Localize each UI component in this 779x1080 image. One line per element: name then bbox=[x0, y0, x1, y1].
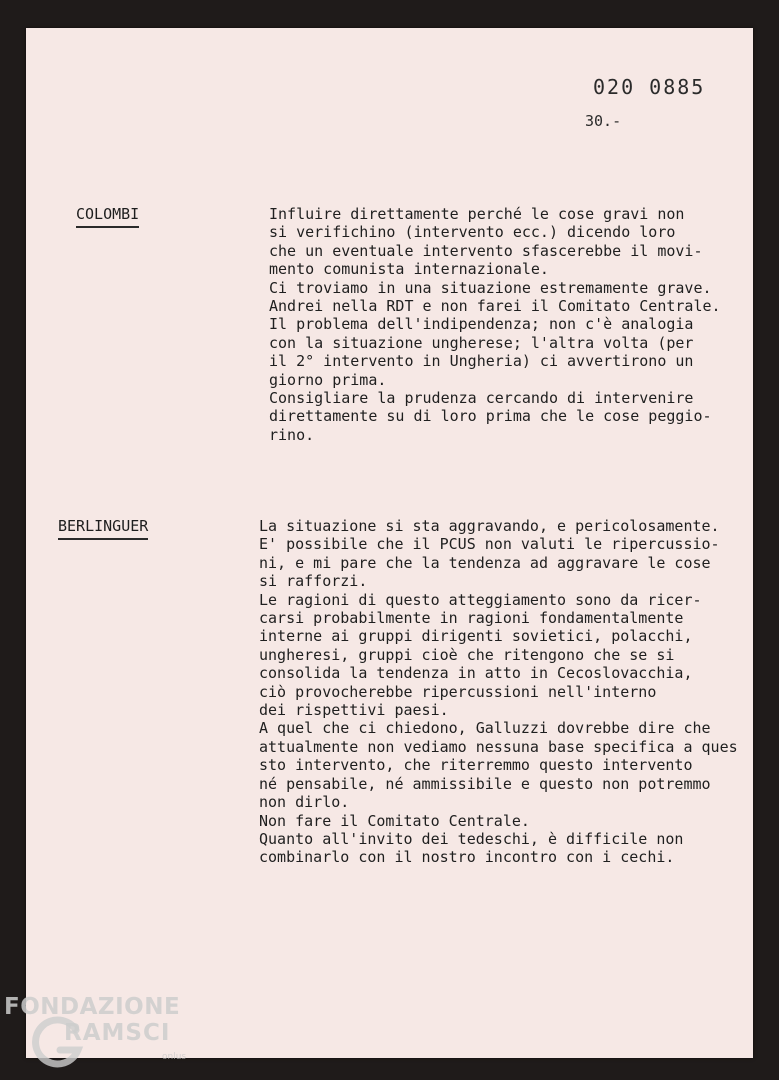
text-line: dei rispettivi paesi. bbox=[259, 701, 449, 720]
text-line: né pensabile, né ammissibile e questo non potremmo bbox=[259, 774, 711, 793]
text-line: E' possibile che il PCUS non valuti le ripercussio- bbox=[259, 535, 720, 554]
text-line: direttamente su di loro prima che le cose peggio- bbox=[269, 407, 712, 426]
text-line: Ci troviamo in una situazione estremamente grave. bbox=[269, 278, 712, 297]
text-line: ciò provocherebbe ripercussioni nell'interno bbox=[259, 682, 657, 701]
text-line: che un eventuale intervento sfascerebbe il movi- bbox=[269, 241, 703, 260]
watermark-fondazione-text: FONDAZIONE bbox=[4, 994, 181, 1020]
text-line: carsi probabilmente in ragioni fondamentalmente bbox=[259, 609, 684, 628]
text-line: Quanto all'invito dei tedeschi, è difficile non bbox=[259, 829, 684, 848]
page-number: 30.- bbox=[585, 112, 622, 130]
text-line: con la situazione ungherese; l'altra volta (per bbox=[269, 333, 694, 352]
text-line: si rafforzi. bbox=[259, 572, 368, 591]
text-line: rino. bbox=[269, 425, 315, 444]
text-line: combinarlo con il nostro incontro con i cechi. bbox=[259, 848, 675, 867]
speaker-berlinguer: BERLINGUER bbox=[58, 517, 148, 540]
text-line: sto intervento, che riterremmo questo intervento bbox=[259, 756, 693, 775]
text-line: ni, e mi pare che la tendenza ad aggravare le cose bbox=[259, 553, 711, 572]
text-line: ungheresi, gruppi cioè che ritengono che se si bbox=[259, 645, 675, 664]
text-line: Consigliare la prudenza cercando di intervenire bbox=[269, 389, 694, 408]
text-line: Andrei nella RDT e non farei il Comitato Centrale. bbox=[269, 297, 721, 316]
text-line: attualmente non vediamo nessuna base specifica a ques bbox=[259, 737, 738, 756]
watermark-gramsci-text: RAMSCI bbox=[64, 1020, 171, 1046]
fondazione-gramsci-watermark bbox=[4, 994, 204, 1076]
text-line: consolida la tendenza in atto in Cecoslovacchia, bbox=[259, 664, 693, 683]
text-line: si verifichino (intervento ecc.) dicendo loro bbox=[269, 223, 676, 242]
text-line: giorno prima. bbox=[269, 370, 387, 389]
text-line: mento comunista internazionale. bbox=[269, 260, 549, 279]
text-line: A quel che ci chiedono, Galluzzi dovrebbe dire che bbox=[259, 719, 711, 738]
text-line: Il problema dell'indipendenza; non c'è analogia bbox=[269, 315, 694, 334]
text-line: Influire direttamente perché le cose gravi non bbox=[269, 205, 685, 223]
text-line: il 2° intervento in Ungheria) ci avvertirono un bbox=[269, 352, 694, 371]
text-line: Non fare il Comitato Centrale. bbox=[259, 811, 530, 830]
watermark-onlus-text: onlus bbox=[162, 1052, 187, 1062]
text-line: Le ragioni di questo atteggiamento sono da ricer- bbox=[259, 590, 702, 609]
document-number: 020 0885 bbox=[593, 75, 706, 99]
speech-berlinguer bbox=[259, 517, 738, 867]
speaker-colombi: COLOMBI bbox=[76, 205, 139, 228]
text-line: non dirlo. bbox=[259, 793, 350, 812]
speech-colombi bbox=[269, 205, 721, 444]
text-line: La situazione si sta aggravando, e pericolosamente. bbox=[259, 517, 720, 535]
text-line: interne ai gruppi dirigenti sovietici, polacchi, bbox=[259, 627, 693, 646]
